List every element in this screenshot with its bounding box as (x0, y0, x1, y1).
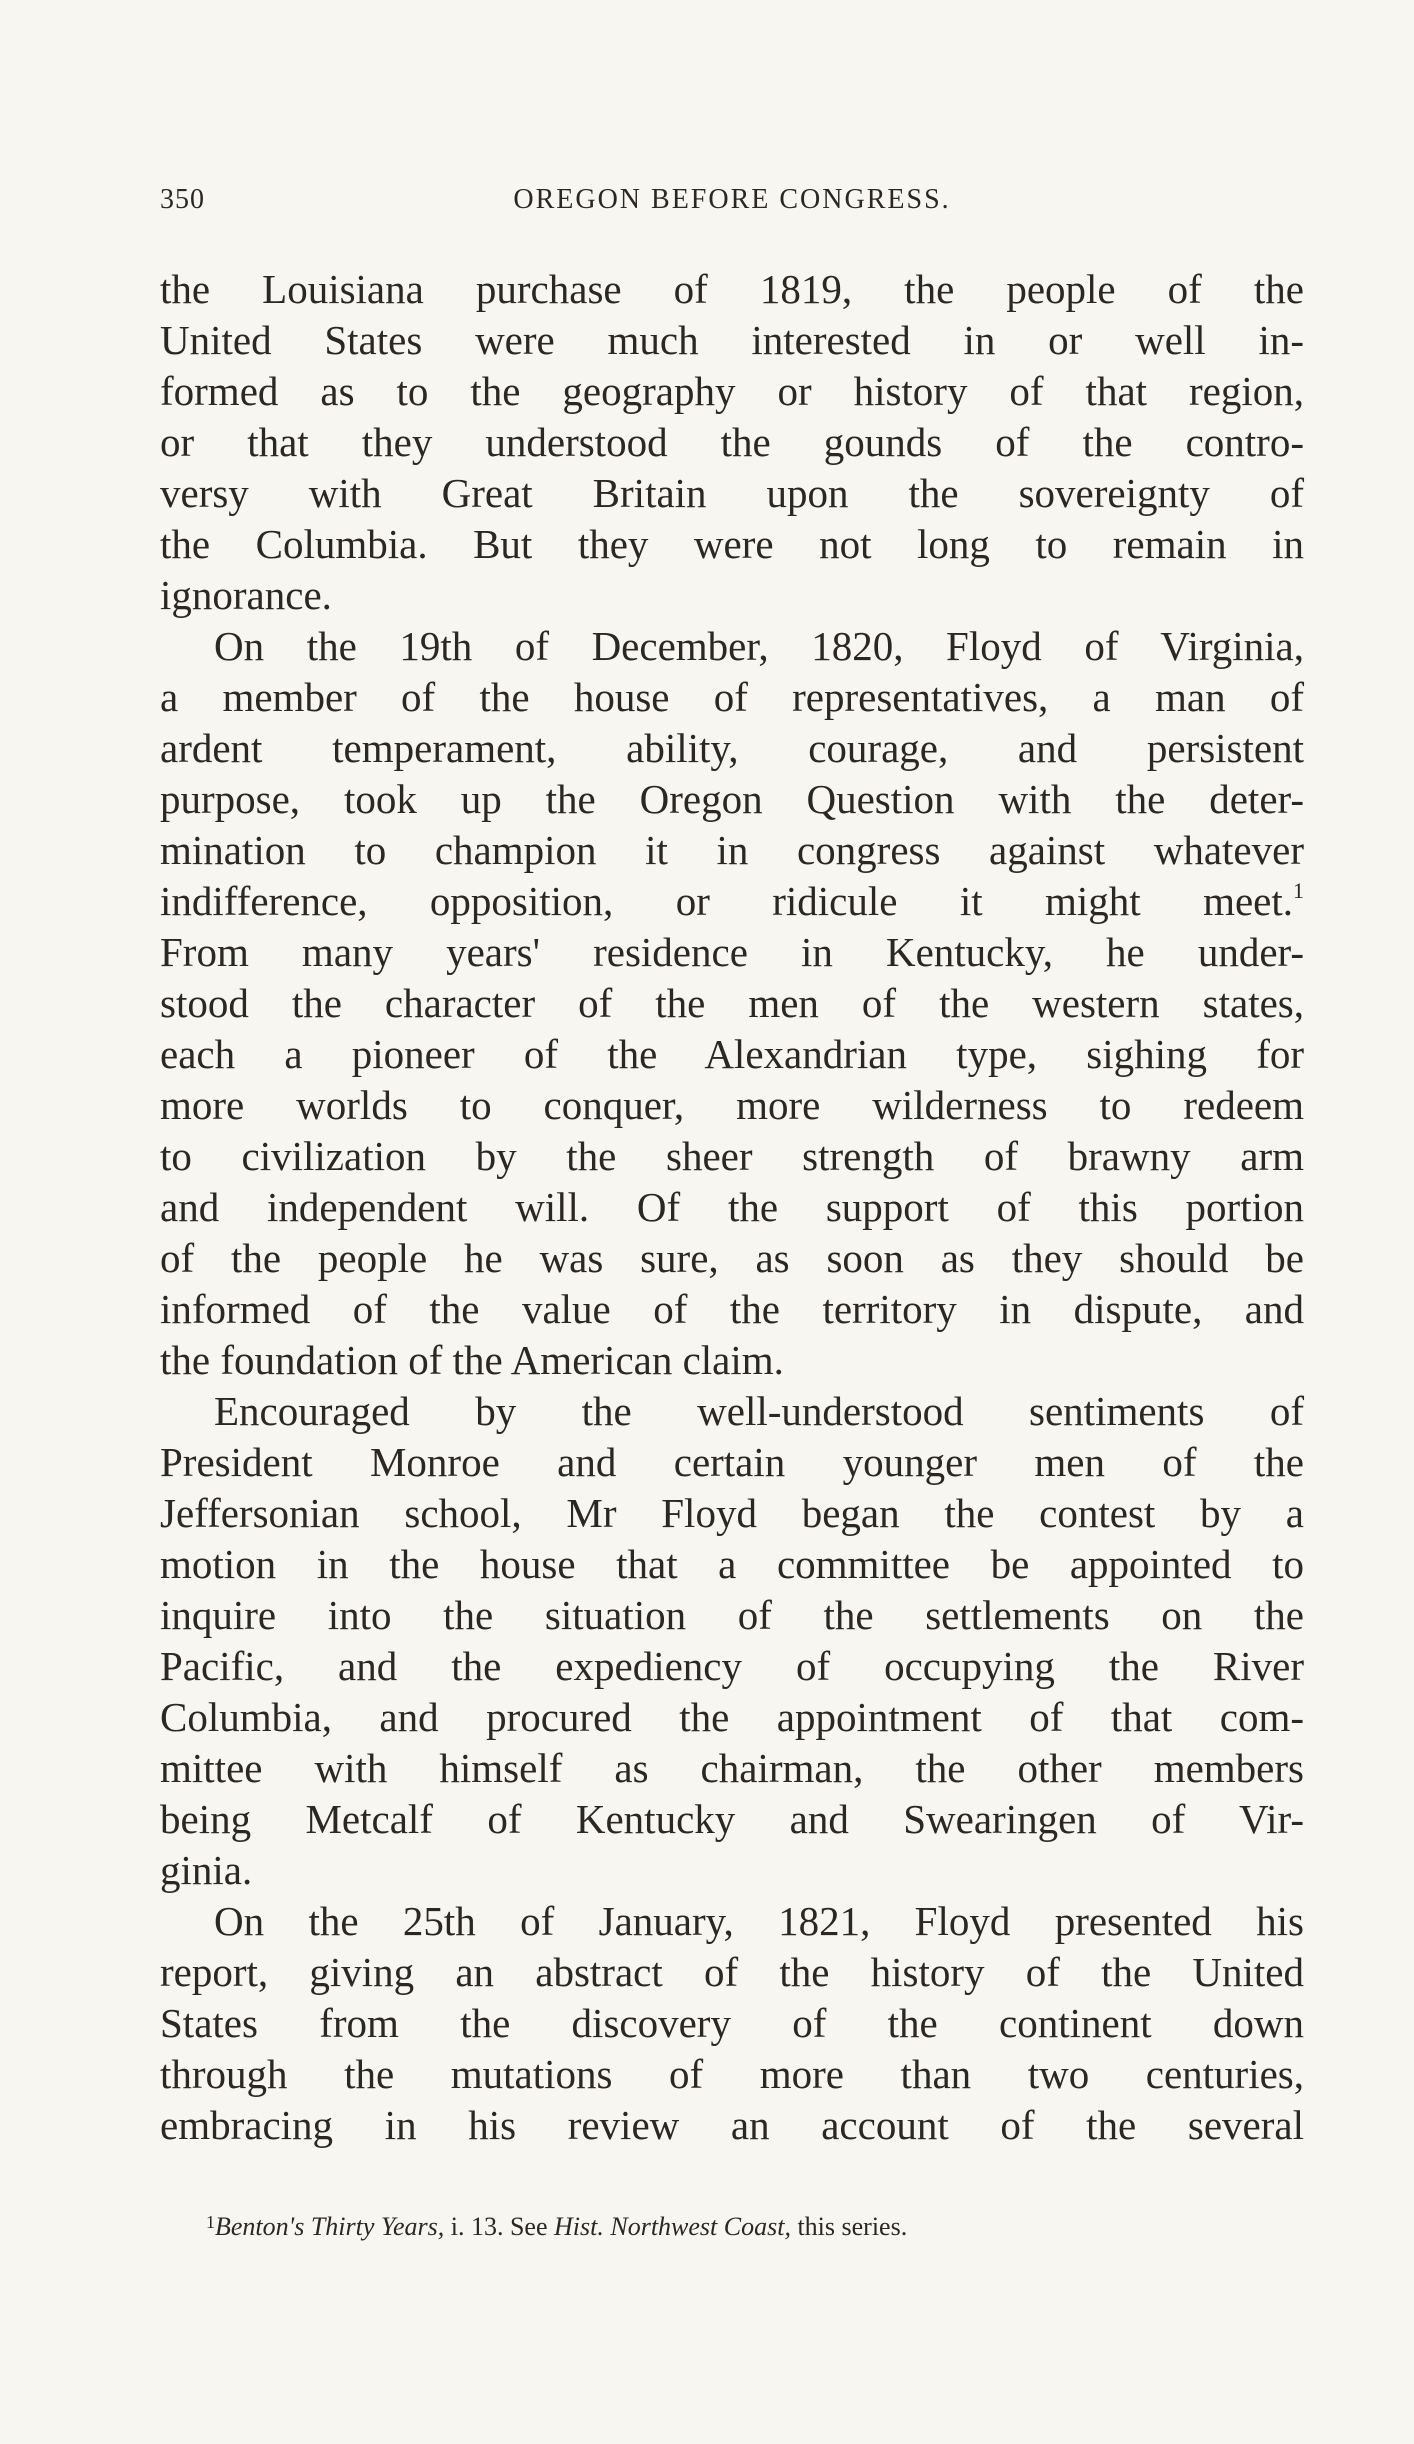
text-line: Columbia, and procured the appointment of that com- (160, 1694, 1304, 1740)
footnote-source-title: Benton's Thirty Years, (215, 2212, 445, 2241)
text-line: On the 25th of January, 1821, Floyd presented his (214, 1898, 1304, 1944)
text-line: report, giving an abstract of the history of the United (160, 1949, 1304, 1995)
text-line: versy with Great Britain upon the sovereignty of (160, 470, 1304, 516)
text-line: From many years' residence in Kentucky, he under- (160, 929, 1304, 975)
text-line: stood the character of the men of the western states, (160, 980, 1304, 1026)
text-line: each a pioneer of the Alexandrian type, sighing for (160, 1031, 1304, 1077)
text-line: being Metcalf of Kentucky and Swearingen of Vir- (160, 1796, 1304, 1842)
text-line: Jeffersonian school, Mr Floyd began the contest by a (160, 1490, 1304, 1536)
text-line: On the 19th of December, 1820, Floyd of Virginia, (214, 623, 1304, 669)
text-line: the Columbia. But they were not long to remain in (160, 521, 1304, 567)
text-line: through the mutations of more than two centuries, (160, 2051, 1304, 2097)
running-title: OREGON BEFORE CONGRESS. (513, 184, 951, 215)
footnote (206, 2212, 1306, 2242)
text-line: purpose, took up the Oregon Question with the deter- (160, 776, 1304, 822)
text-line: of the people he was sure, as soon as they should be (160, 1235, 1304, 1281)
text-line: States from the discovery of the continent down (160, 2000, 1304, 2046)
body-text (160, 264, 1304, 2151)
text-line: more worlds to conquer, more wilderness to redeem (160, 1082, 1304, 1128)
running-head (160, 184, 1304, 224)
text-line-content: indifference, opposition, or ridicule it might meet. (160, 878, 1293, 924)
text-line: ginia. (160, 1847, 253, 1893)
text-line: ardent temperament, ability, courage, and persistent (160, 725, 1304, 771)
text-line-with-footnote (160, 876, 1304, 927)
text-line: inquire into the situation of the settlements on the (160, 1592, 1304, 1638)
footnote-source-detail: i. 13. See (444, 2212, 555, 2241)
footnote-marker: 1 (206, 2212, 215, 2232)
text-line: to civilization by the sheer strength of brawny arm (160, 1133, 1304, 1179)
footnote-series-title: Hist. Northwest Coast, (554, 2212, 791, 2241)
text-line: and independent will. Of the support of this portion (160, 1184, 1304, 1230)
text-line: a member of the house of representatives, a man of (160, 674, 1304, 720)
text-line: the foundation of the American claim. (160, 1337, 784, 1383)
text-line: or that they understood the gounds of the contro- (160, 419, 1304, 465)
text-line: Encouraged by the well-understood sentiments of (214, 1388, 1304, 1434)
footnote-tail: this series. (790, 2212, 908, 2241)
text-line: the Louisiana purchase of 1819, the people of the (160, 266, 1304, 312)
text-line: informed of the value of the territory in dispute, and (160, 1286, 1304, 1332)
text-line: mination to champion it in congress against whatever (160, 827, 1304, 873)
page-number: 350 (160, 184, 205, 215)
text-line: mittee with himself as chairman, the other members (160, 1745, 1304, 1791)
footnote-reference: 1 (1293, 878, 1304, 903)
text-line: motion in the house that a committee be appointed to (160, 1541, 1304, 1587)
text-line: Pacific, and the expediency of occupying the River (160, 1643, 1304, 1689)
text-line: formed as to the geography or history of that region, (160, 368, 1304, 414)
text-line: embracing in his review an account of the several (160, 2102, 1304, 2148)
text-line: United States were much interested in or well in- (160, 317, 1304, 363)
text-line: ignorance. (160, 572, 332, 618)
text-line: President Monroe and certain younger men of the (160, 1439, 1304, 1485)
